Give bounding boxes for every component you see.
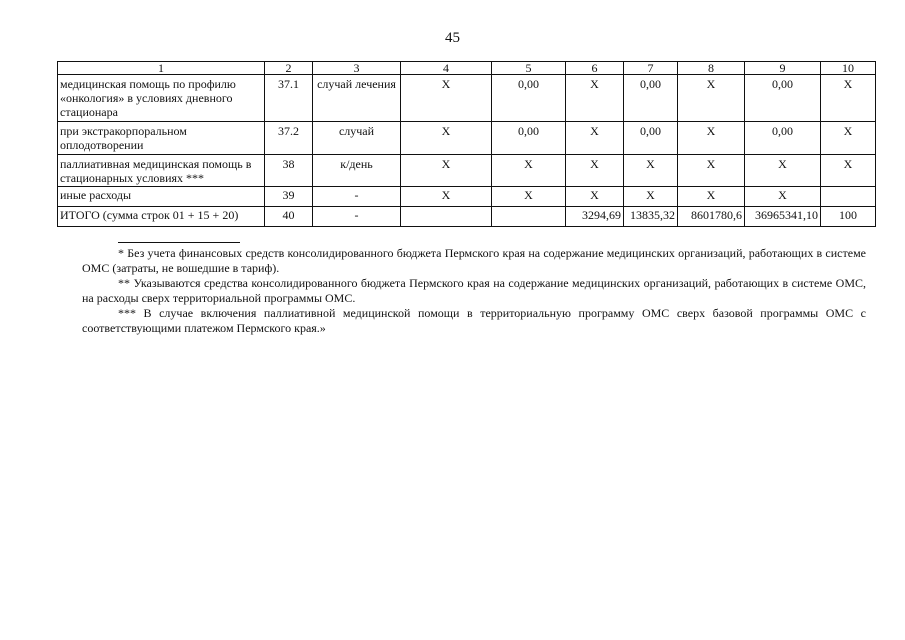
value-cell: X	[624, 187, 678, 207]
unit-cell: к/день	[313, 155, 401, 187]
unit-cell: -	[313, 207, 401, 227]
value-cell: X	[678, 155, 745, 187]
value-cell: X	[401, 155, 492, 187]
row-label: при экстракорпоральном оплодотворении	[58, 122, 265, 155]
value-cell: 100	[821, 207, 876, 227]
value-cell: 0,00	[745, 122, 821, 155]
value-cell: 0,00	[745, 75, 821, 122]
value-cell: X	[678, 122, 745, 155]
value-cell: X	[821, 75, 876, 122]
value-cell: X	[492, 187, 566, 207]
row-label: иные расходы	[58, 187, 265, 207]
column-header: 2	[265, 62, 313, 75]
column-header: 6	[566, 62, 624, 75]
value-cell: X	[821, 122, 876, 155]
column-header: 3	[313, 62, 401, 75]
footnote-separator	[118, 242, 240, 243]
column-header: 1	[58, 62, 265, 75]
value-cell	[492, 207, 566, 227]
value-cell: X	[566, 122, 624, 155]
column-header: 8	[678, 62, 745, 75]
table-row-total	[58, 207, 876, 227]
value-cell: 0,00	[492, 122, 566, 155]
footnote-1: * Без учета финансовых средств консолидированного бюджета Пермского края на содержание медицинских организаций, работающих в системе ОМС (затраты, не вошедшие в тариф).	[82, 246, 866, 275]
page-number: 45	[445, 30, 460, 46]
value-cell: 0,00	[624, 75, 678, 122]
row-number: 38	[265, 155, 313, 187]
value-cell	[821, 187, 876, 207]
value-cell: 0,00	[492, 75, 566, 122]
value-cell: X	[678, 187, 745, 207]
table-row	[58, 122, 876, 155]
value-cell: 8601780,6	[678, 207, 745, 227]
unit-cell: -	[313, 187, 401, 207]
footnotes	[82, 246, 866, 336]
value-cell: X	[745, 187, 821, 207]
value-cell: X	[678, 75, 745, 122]
value-cell: X	[745, 155, 821, 187]
financing-table	[57, 61, 876, 227]
value-cell: X	[566, 155, 624, 187]
value-cell: X	[401, 75, 492, 122]
column-header: 5	[492, 62, 566, 75]
row-label: ИТОГО (сумма строк 01 + 15 + 20)	[58, 207, 265, 227]
row-number: 40	[265, 207, 313, 227]
column-number-row	[58, 62, 876, 75]
value-cell: 3294,69	[566, 207, 624, 227]
unit-cell: случай лечения	[313, 75, 401, 122]
footnote-3: *** В случае включения паллиативной медицинской помощи в территориальную программу ОМС сверх базовой программы ОМС с соответствующими платежом Пермского края.»	[82, 306, 866, 335]
value-cell: 36965341,10	[745, 207, 821, 227]
row-number: 37.2	[265, 122, 313, 155]
value-cell: X	[566, 75, 624, 122]
footnote-2: ** Указываются средства консолидированного бюджета Пермского края на содержание медицинских организаций, работающих в системе ОМС, на расходы сверх территориальной программы ОМС.	[82, 276, 866, 305]
value-cell: 13835,32	[624, 207, 678, 227]
column-header: 9	[745, 62, 821, 75]
value-cell	[401, 207, 492, 227]
value-cell: X	[401, 187, 492, 207]
row-label: паллиативная медицинская помощь в стационарных условиях ***	[58, 155, 265, 187]
value-cell: X	[566, 187, 624, 207]
column-header: 4	[401, 62, 492, 75]
row-number: 37.1	[265, 75, 313, 122]
column-header: 10	[821, 62, 876, 75]
value-cell: X	[401, 122, 492, 155]
table-row	[58, 75, 876, 122]
unit-cell: случай	[313, 122, 401, 155]
row-label: медицинская помощь по профилю «онкология» в условиях дневного стационара	[58, 75, 265, 122]
row-number: 39	[265, 187, 313, 207]
table-row	[58, 155, 876, 187]
value-cell: X	[624, 155, 678, 187]
value-cell: 0,00	[624, 122, 678, 155]
value-cell: X	[821, 155, 876, 187]
column-header: 7	[624, 62, 678, 75]
table-row	[58, 187, 876, 207]
value-cell: X	[492, 155, 566, 187]
